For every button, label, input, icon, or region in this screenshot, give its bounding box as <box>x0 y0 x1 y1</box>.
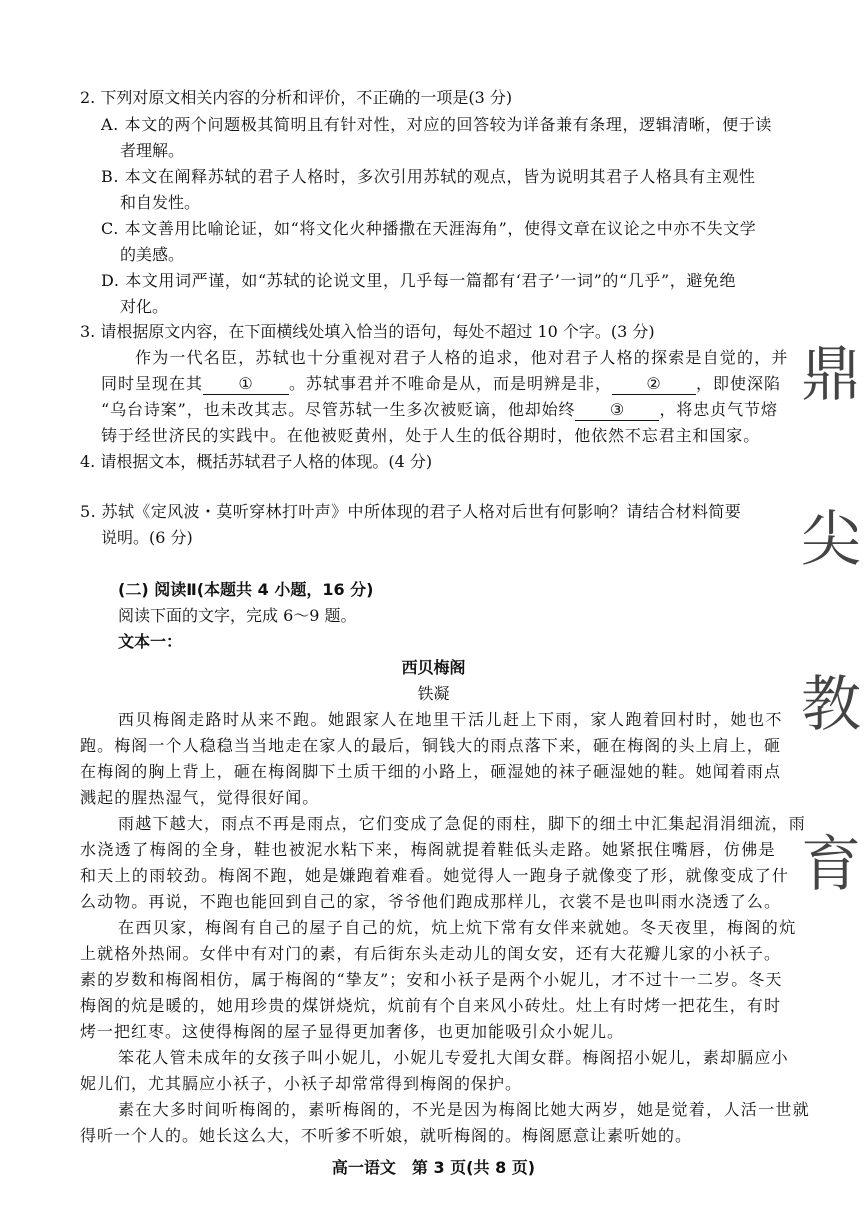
q3-text: 同时呈现在其 <box>101 374 204 393</box>
watermark-char: 教 <box>801 670 861 740</box>
watermark-char: 鼎 <box>801 340 861 410</box>
story-line: 得听一个人的。她长这么大，不听爹不听娘，就听梅阁的。梅阁愿意让素听她的。 <box>80 1126 693 1145</box>
watermark-char: 育 <box>801 830 861 900</box>
q3-text: “乌台诗案”，也未改其志。尽管苏轼一生多次被贬谪，他却始终 <box>101 400 576 419</box>
text-one-label: 文本一： <box>118 632 183 651</box>
fill-blank-3[interactable]: ③ <box>575 400 659 421</box>
q2-option-b-line2: 和自发性。 <box>120 193 201 212</box>
q2-option-c-line1: C. 本文善用比喻论证，如“将文化火种播撒在天涯海角”，使得文章在议论之中亦不失文学 <box>101 219 757 238</box>
story-line: 和天上的雨较劲。梅阁不跑，她是嫌跑着难看。她觉得人一跑身子就像变了形，就像变成了什 <box>80 866 790 885</box>
q4-stem: 4. 请根据文本，概括苏轼君子人格的体现。(4 分) <box>80 452 433 471</box>
story-line: 在梅阁的胸上背上，砸在梅阁脚下土质干细的小路上，砸湿她的袜子砸湿她的鞋。她闻着雨点 <box>80 762 782 781</box>
story-line: 笨花人管未成年的女孩子叫小妮儿，小妮儿专爱扎大闺女群。梅阁招小妮儿，素却膈应小 <box>118 1048 789 1067</box>
story-line: 梅阁的炕是暖的，她用珍贵的煤饼烧炕，炕前有个自来风小砖灶。灶上有时烤一把花生，有时 <box>80 996 782 1015</box>
story-line: 上就格外热闹。女伴中有对门的素，有后街东头走动儿的闺女安，还有大花瓣儿家的小袄子。 <box>80 944 782 963</box>
story-line: 素在大多时间听梅阁的，素听梅阁的，不光是因为梅阁比她大两岁，她是觉着，人活一世就 <box>118 1100 811 1119</box>
q2-option-c-line2: 的美感。 <box>120 245 185 264</box>
q3-text: ，即使深陷 <box>696 374 782 393</box>
q3-stem: 3. 请根据原文内容，在下面横线处填入恰当的语句，每处不超过 10 个字。(3 分) <box>80 322 655 341</box>
q3-passage-line1: 作为一代名臣，苏轼也十分重视对君子人格的追求，他对君子人格的探索是自觉的，并 <box>135 348 789 367</box>
story-line: 烤一把红枣。这使得梅阁的屋子显得更加奢侈，也更加能吸引众小妮儿。 <box>80 1022 625 1041</box>
q2-stem: 2. 下列对原文相关内容的分析和评价，不正确的一项是(3 分) <box>80 88 513 107</box>
q3-passage-line3 <box>101 400 778 421</box>
page-footer: 高一语文 第 3 页(共 8 页) <box>331 1158 536 1177</box>
story-line: 溅起的腥热湿气，觉得很好闻。 <box>80 788 320 807</box>
q5-stem-line2: 说明。(6 分) <box>101 528 193 547</box>
q2-option-b-line1: B. 本文在阐释苏轼的君子人格时，多次引用苏轼的观点，皆为说明其君子人格具有主观性 <box>101 167 756 186</box>
fill-blank-1[interactable]: ① <box>203 374 289 395</box>
story-title: 西贝梅阁 <box>401 658 466 677</box>
story-line: 跑。梅阁一个人稳稳当当地走在家人的最后，铜钱大的雨点落下来，砸在梅阁的头上肩上，砸 <box>80 736 782 755</box>
watermark-char: 尖 <box>801 505 861 575</box>
fill-blank-2[interactable]: ② <box>612 374 696 395</box>
story-line: 西贝梅阁走路时从来不跑。她跟家人在地里干活儿赶上下雨，家人跑着回村时，她也不 <box>118 710 784 729</box>
q5-stem-line1: 5. 苏轼《定风波・莫听穿林打叶声》中所体现的君子人格对后世有何影响？请结合材料简要 <box>80 502 742 521</box>
story-line: 水浇透了梅阁的全身，鞋也被泥水粘下来，梅阁就提着鞋低头走路。她紧抿住嘴唇，仿佛是 <box>80 840 777 859</box>
q3-passage-line4: 铸于经世济民的实践中。在他被贬黄州，处于人生的低谷期时，他依然不忘君主和国家。 <box>101 426 761 445</box>
q2-option-d-line1: D. 本文用词严谨，如“苏轼的论说文里，几乎每一篇都有‘君子’一词”的“几乎”，避免绝 <box>101 271 737 290</box>
story-line: 在西贝家，梅阁有自己的屋子自己的炕，炕上炕下常有女伴来就她。冬天夜里，梅阁的炕 <box>118 918 797 937</box>
q3-text: ，将忠贞气节熔 <box>659 400 778 419</box>
story-line: 素的岁数和梅阁相仿，属于梅阁的“挚友”；安和小袄子是两个小妮儿，才不过十一二岁。冬天 <box>80 970 783 989</box>
story-line: 妮儿们，尤其膈应小袄子，小袄子却常常得到梅阁的保护。 <box>80 1074 523 1093</box>
story-author: 铁凝 <box>417 684 450 703</box>
q2-option-a-line2: 者理解。 <box>120 141 185 160</box>
q3-text: 。苏轼事君并不唯命是从，而是明辨是非， <box>289 374 613 393</box>
q2-option-d-line2: 对化。 <box>120 297 169 316</box>
section-heading: (二) 阅读Ⅱ(本题共 4 小题，16 分) <box>118 580 374 599</box>
story-line: 么动物。再说，不跑也能回到自己的家，爷爷他们跑成那样儿，衣裳不是也叫雨水浇透了么。 <box>80 892 782 911</box>
story-line: 雨越下越大，雨点不再是雨点，它们变成了急促的雨柱，脚下的细土中汇集起涓涓细流，雨 <box>118 814 807 833</box>
q2-option-a-line1: A. 本文的两个问题极其简明且有针对性，对应的回答较为详备兼有条理，逻辑清晰，便于读 <box>101 115 772 134</box>
section-instruction: 阅读下面的文字，完成 6～9 题。 <box>118 606 357 625</box>
q3-passage-line2 <box>101 374 781 395</box>
